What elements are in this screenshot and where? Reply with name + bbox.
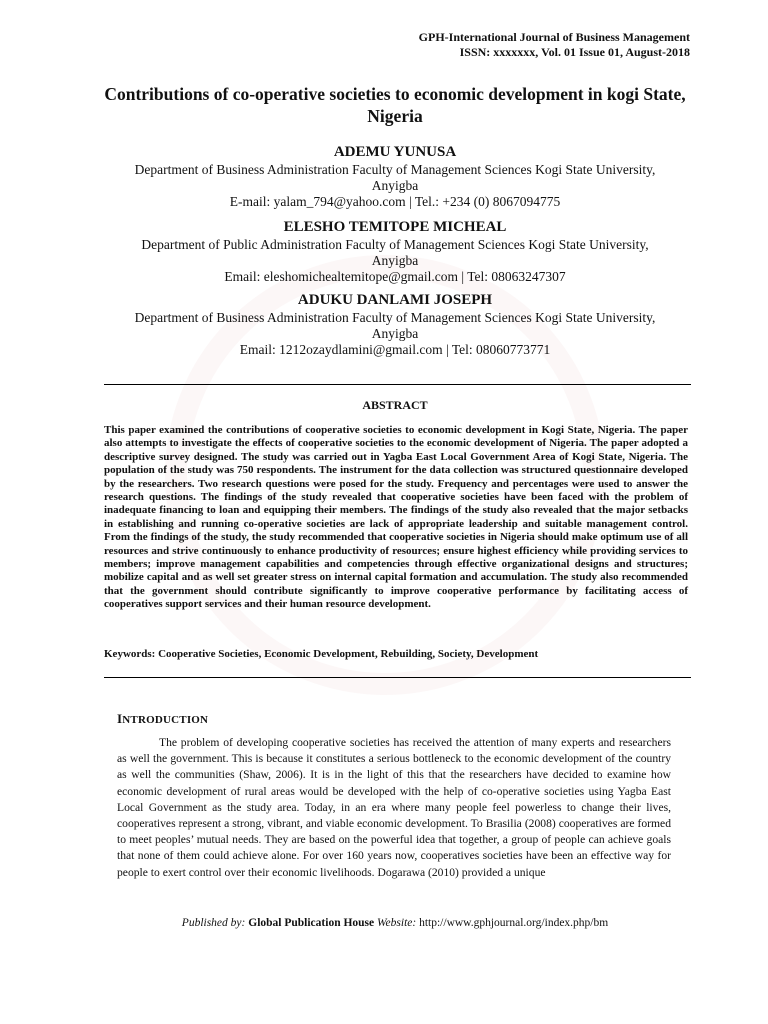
author-block-2: [100, 218, 690, 285]
keywords: Keywords: Cooperative Societies, Economic Development, Rebuilding, Society, Development: [104, 648, 539, 660]
footer-url[interactable]: http://www.gphjournal.org/index.php/bm: [419, 917, 609, 929]
author-contact: E-mail: yalam_794@yahoo.com | Tel.: +234 (0) 8067094775: [229, 194, 561, 209]
abstract-heading: ABSTRACT: [362, 398, 428, 412]
footer-publisher: Global Publication House: [248, 917, 375, 929]
footer-published-label: Published by: [181, 917, 242, 929]
author-name: ADEMU YUNUSA: [333, 144, 457, 160]
introduction-heading-initial: I: [117, 711, 123, 726]
author-department: Department of Business Administration Faculty of Management Sciences Kogi State University,: [134, 310, 656, 325]
author-location: Anyigba: [371, 253, 419, 268]
author-location: Anyigba: [371, 178, 419, 193]
page-footer: Published by: Global Publication House Website: http://www.gphjournal.org/index.php/bm: [181, 917, 609, 929]
author-department: Department of Business Administration Faculty of Management Sciences Kogi State University,: [134, 162, 656, 177]
author-department: Department of Public Administration Faculty of Management Sciences Kogi State University,: [141, 237, 649, 252]
abstract-text: This paper examined the contributions of cooperative societies to economic development in Kogi State, Nigeria. The paper also attempts to investigate the effects of cooperative societies to the economic development of Nigeria. The paper adopted a descriptive survey designed. The study was carried out in Yagba East Local Government Area of Kogi State, Nigeria. The population of the study was 750 respondents. The instrument for the data collection was structured questionnaire developed by the researchers. Two research questions were posed for the study. Frequency and percentages were used to answer the research questions. The findings of the study revealed that cooperative societies have been faced with the problem of inadequate financing to loan and equipping their members. The findings of the study also revealed that the major setbacks in establishing and running co-operative societies are lack of appropriate leadership and suitable management control. From the findings of the study, the study recommended that cooperative societies in Nigeria should make optimum use of all resources and strive continuously to enhance productivity of resources; ensure highest efficiency while providing services to members; improve management capabilities and competencies through effective organizational designs and structures; mobilize capital and as well set greater stress on internal capital formation and accumulation. The study also recommended that the government should contribute significantly to improve cooperative performance by facilitating access of cooperatives support services and their human resource development.: [104, 424, 688, 611]
introduction-heading-rest: NTRODUCTION: [122, 714, 209, 726]
journal-issue: ISSN: xxxxxxx, Vol. 01 Issue 01, August-2018: [459, 45, 690, 59]
paper-title: Contributions of co-operative societies to economic development in kogi State, Nigeria: [104, 84, 686, 126]
author-block-1: [100, 143, 690, 210]
introduction-heading: [117, 711, 208, 727]
divider-bottom: [104, 677, 691, 678]
divider-top: [104, 384, 691, 385]
author-location: Anyigba: [371, 326, 419, 341]
author-contact: Email: 1212ozaydlamini@gmail.com | Tel: 08060773771: [239, 342, 551, 357]
journal-header: [419, 30, 690, 60]
footer-website-label: Website: [377, 917, 413, 929]
journal-name: GPH-International Journal of Business Management: [418, 30, 690, 44]
author-name: ADUKU DANLAMI JOSEPH: [297, 292, 493, 308]
author-block-3: [100, 291, 690, 358]
author-name: ELESHO TEMITOPE MICHEAL: [283, 219, 507, 235]
introduction-text: The problem of developing cooperative societies has received the attention of many experts and researchers as well the government. This is because it constitutes a serious bottleneck to the economic development of the country as well the communities (Shaw, 2006). It is in the light of this that the researchers have decided to examine how economic development of rural areas would be developed with the help of co-operative societies using Yagba East Local Government as the study area. Today, in an era where many people feel powerless to change their lives, cooperatives represent a strong, vibrant, and viable economic development. To Brasilia (2008) cooperatives are formed to meet peoples’ mutual needs. They are based on the powerful idea that together, a group of people can achieve goals that none of them could achieve alone. For over 160 years now, cooperatives societies have been an effective way for people to exert control over their economic livelihoods. Dogarawa (2010) provided a unique: [117, 736, 671, 879]
author-contact: Email: eleshomichealtemitope@gmail.com | Tel: 08063247307: [224, 269, 566, 284]
